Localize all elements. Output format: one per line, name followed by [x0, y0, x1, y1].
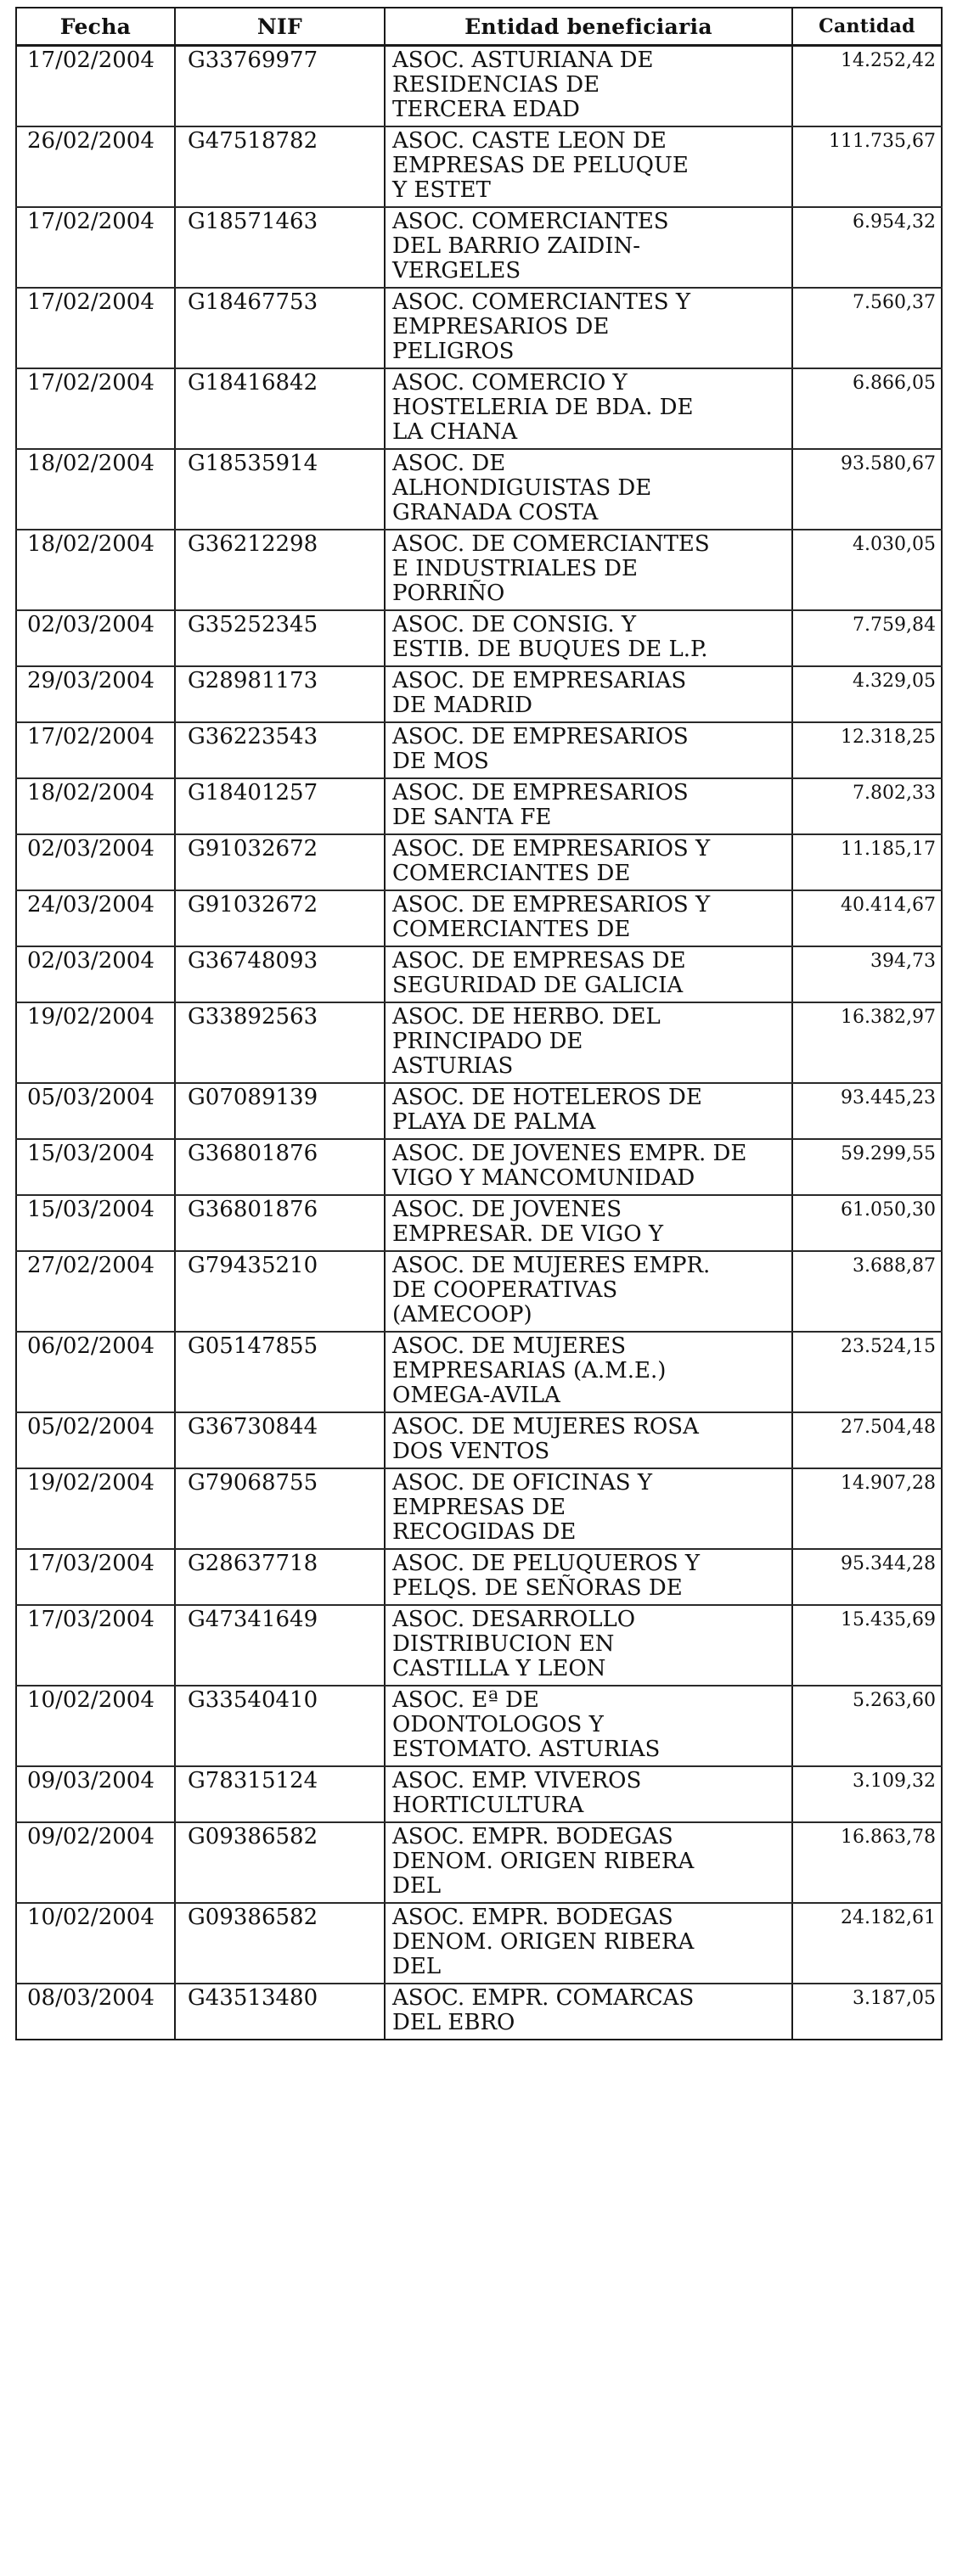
entidad-line: DE COOPERATIVAS [392, 1277, 618, 1303]
cell-entidad [385, 1903, 792, 1984]
cell-entidad [385, 1549, 792, 1605]
cell-fecha: 17/02/2004 [16, 722, 175, 778]
cell-fecha: 27/02/2004 [16, 1251, 175, 1332]
entidad-line: ASOC. DE EMPRESARIOS [392, 724, 689, 749]
cell-fecha: 18/02/2004 [16, 449, 175, 530]
cell-nif: G35252345 [175, 610, 385, 666]
cell-cantidad: 14.907,28 [792, 1468, 942, 1549]
cell-fecha: 09/02/2004 [16, 1822, 175, 1903]
cell-entidad [385, 1139, 792, 1195]
table-row [16, 449, 942, 530]
cell-entidad [385, 1412, 792, 1468]
cell-entidad [385, 1195, 792, 1251]
cell-fecha: 02/03/2004 [16, 946, 175, 1002]
cell-entidad [385, 1984, 792, 2040]
document-page [15, 7, 941, 2040]
cell-nif: G47518782 [175, 126, 385, 207]
cell-entidad [385, 1822, 792, 1903]
cell-fecha: 02/03/2004 [16, 610, 175, 666]
cell-entidad [385, 288, 792, 368]
entidad-line: DEL EBRO [392, 2010, 515, 2035]
entidad-line: ASOC. COMERCIO Y [392, 370, 628, 396]
cell-cantidad: 7.560,37 [792, 288, 942, 368]
cell-fecha: 26/02/2004 [16, 126, 175, 207]
entidad-line: VERGELES [392, 258, 521, 283]
table-row [16, 530, 942, 610]
entidad-line: ASTURIAS [392, 1053, 514, 1079]
cell-cantidad: 3.109,32 [792, 1766, 942, 1822]
entidad-line: ESTOMATO. ASTURIAS [392, 1737, 661, 1762]
cell-nif: G36212298 [175, 530, 385, 610]
entidad-line: EMPRESARIOS DE [392, 314, 610, 340]
cell-fecha: 24/03/2004 [16, 890, 175, 946]
entidad-line: Y ESTET [392, 177, 491, 203]
entidad-line: ASOC. EMPR. COMARCAS [392, 1985, 695, 2011]
entidad-line: PLAYA DE PALMA [392, 1109, 596, 1135]
cell-nif: G36748093 [175, 946, 385, 1002]
header-cantidad: Cantidad [792, 8, 942, 46]
cell-entidad [385, 1605, 792, 1686]
header-row [16, 8, 942, 46]
table-row [16, 1605, 942, 1686]
entidad-line: ASOC. DE EMPRESARIOS [392, 780, 689, 805]
cell-nif: G18401257 [175, 778, 385, 834]
cell-cantidad: 4.030,05 [792, 530, 942, 610]
cell-fecha: 17/02/2004 [16, 46, 175, 127]
entidad-line: ASOC. DE MUJERES ROSA [392, 1414, 699, 1440]
table-row [16, 666, 942, 722]
cell-fecha: 17/03/2004 [16, 1605, 175, 1686]
entidad-line: DEL [392, 1873, 442, 1899]
header-entidad: Entidad beneficiaria [385, 8, 792, 46]
cell-nif: G09386582 [175, 1822, 385, 1903]
cell-cantidad: 7.759,84 [792, 610, 942, 666]
entidad-line: PRINCIPADO DE [392, 1029, 583, 1054]
entidad-line: LA CHANA [392, 419, 518, 445]
entidad-line: ASOC. DE OFICINAS Y [392, 1470, 653, 1496]
entidad-line: SEGURIDAD DE GALICIA [392, 973, 684, 998]
entidad-line: ASOC. EMPR. BODEGAS [392, 1824, 673, 1849]
cell-nif: G09386582 [175, 1903, 385, 1984]
cell-cantidad: 23.524,15 [792, 1332, 942, 1412]
entidad-line: ASOC. DE MUJERES EMPR. [392, 1253, 711, 1278]
entidad-line: EMPRESAR. DE VIGO Y [392, 1221, 663, 1247]
entidad-line: E INDUSTRIALES DE [392, 556, 638, 581]
cell-fecha: 17/02/2004 [16, 207, 175, 288]
cell-cantidad: 394,73 [792, 946, 942, 1002]
cell-cantidad: 3.688,87 [792, 1251, 942, 1332]
cell-fecha: 02/03/2004 [16, 834, 175, 890]
cell-fecha: 18/02/2004 [16, 778, 175, 834]
cell-cantidad: 12.318,25 [792, 722, 942, 778]
cell-nif: G18467753 [175, 288, 385, 368]
cell-entidad [385, 530, 792, 610]
entidad-line: COMERCIANTES DE [392, 861, 631, 886]
cell-entidad [385, 126, 792, 207]
table-row [16, 1766, 942, 1822]
cell-entidad [385, 1766, 792, 1822]
table-row [16, 1549, 942, 1605]
entidad-line: ASOC. DE CONSIG. Y [392, 612, 637, 637]
cell-cantidad: 16.863,78 [792, 1822, 942, 1903]
entidad-line: ASOC. ASTURIANA DE [392, 48, 654, 73]
entidad-line: ODONTOLOGOS Y [392, 1712, 604, 1737]
cell-entidad [385, 1686, 792, 1766]
cell-cantidad: 6.954,32 [792, 207, 942, 288]
entidad-line: DE MOS [392, 749, 489, 774]
cell-entidad [385, 368, 792, 449]
cell-fecha: 15/03/2004 [16, 1139, 175, 1195]
entidad-line: DE SANTA FE [392, 805, 552, 830]
table-row [16, 1251, 942, 1332]
table-row [16, 1903, 942, 1984]
cell-cantidad: 24.182,61 [792, 1903, 942, 1984]
cell-fecha: 19/02/2004 [16, 1002, 175, 1083]
entidad-line: ASOC. DE [392, 451, 506, 476]
entidad-line: (AMECOOP) [392, 1302, 532, 1327]
entidad-line: HOSTELERIA DE BDA. DE [392, 395, 694, 420]
table-row [16, 1984, 942, 2040]
cell-nif: G18416842 [175, 368, 385, 449]
entidad-line: ASOC. EMPR. BODEGAS [392, 1905, 673, 1930]
cell-nif: G91032672 [175, 834, 385, 890]
entidad-line: RECOGIDAS DE [392, 1519, 577, 1545]
cell-entidad [385, 722, 792, 778]
entidad-line: ASOC. DE JOVENES [392, 1197, 622, 1222]
cell-fecha: 19/02/2004 [16, 1468, 175, 1549]
table-body [16, 46, 942, 2040]
cell-cantidad: 111.735,67 [792, 126, 942, 207]
cell-cantidad: 27.504,48 [792, 1412, 942, 1468]
cell-nif: G36801876 [175, 1139, 385, 1195]
header-nif: NIF [175, 8, 385, 46]
cell-nif: G07089139 [175, 1083, 385, 1139]
beneficiaries-table [15, 7, 943, 2040]
entidad-line: DEL [392, 1954, 442, 1979]
cell-nif: G36223543 [175, 722, 385, 778]
table-row [16, 1822, 942, 1903]
cell-nif: G05147855 [175, 1332, 385, 1412]
cell-nif: G79068755 [175, 1468, 385, 1549]
table-row [16, 1686, 942, 1766]
entidad-line: ASOC. CASTE LEON DE [392, 128, 667, 154]
table-row [16, 1195, 942, 1251]
entidad-line: ASOC. DE COMERCIANTES [392, 531, 710, 557]
entidad-line: OMEGA-AVILA [392, 1383, 560, 1408]
cell-fecha: 05/03/2004 [16, 1083, 175, 1139]
entidad-line: TERCERA EDAD [392, 97, 580, 122]
table-row [16, 890, 942, 946]
table-row [16, 778, 942, 834]
cell-cantidad: 40.414,67 [792, 890, 942, 946]
cell-fecha: 17/02/2004 [16, 288, 175, 368]
cell-cantidad: 93.580,67 [792, 449, 942, 530]
cell-entidad [385, 1002, 792, 1083]
cell-cantidad: 6.866,05 [792, 368, 942, 449]
cell-entidad [385, 778, 792, 834]
table-row [16, 946, 942, 1002]
cell-entidad [385, 449, 792, 530]
cell-fecha: 09/03/2004 [16, 1766, 175, 1822]
cell-nif: G47341649 [175, 1605, 385, 1686]
entidad-line: COMERCIANTES DE [392, 917, 631, 942]
entidad-line: ASOC. DE EMPRESARIOS Y [392, 892, 711, 918]
cell-fecha: 10/02/2004 [16, 1903, 175, 1984]
cell-entidad [385, 666, 792, 722]
entidad-line: VIGO Y MANCOMUNIDAD [392, 1165, 695, 1191]
entidad-line: DENOM. ORIGEN RIBERA [392, 1929, 695, 1955]
entidad-line: ASOC. DE EMPRESARIOS Y [392, 836, 711, 861]
entidad-line: DISTRIBUCION EN [392, 1631, 615, 1657]
table-row [16, 610, 942, 666]
cell-fecha: 06/02/2004 [16, 1332, 175, 1412]
entidad-line: GRANADA COSTA [392, 500, 599, 525]
header-fecha: Fecha [16, 8, 175, 46]
entidad-line: EMPRESAS DE [392, 1495, 566, 1520]
table-row [16, 722, 942, 778]
table-row [16, 1002, 942, 1083]
cell-entidad [385, 946, 792, 1002]
cell-fecha: 18/02/2004 [16, 530, 175, 610]
table-row [16, 126, 942, 207]
cell-cantidad: 7.802,33 [792, 778, 942, 834]
cell-fecha: 29/03/2004 [16, 666, 175, 722]
entidad-line: DENOM. ORIGEN RIBERA [392, 1849, 695, 1874]
entidad-line: ALHONDIGUISTAS DE [392, 475, 652, 501]
cell-nif: G78315124 [175, 1766, 385, 1822]
table-header [16, 8, 942, 46]
entidad-line: ASOC. COMERCIANTES [392, 209, 669, 234]
cell-cantidad: 5.263,60 [792, 1686, 942, 1766]
table-row [16, 1139, 942, 1195]
cell-nif: G33892563 [175, 1002, 385, 1083]
cell-entidad [385, 1251, 792, 1332]
entidad-line: ASOC. DESARROLLO [392, 1607, 636, 1632]
entidad-line: EMPRESAS DE PELUQUE [392, 153, 689, 178]
cell-nif: G18571463 [175, 207, 385, 288]
entidad-line: ASOC. DE HERBO. DEL [392, 1004, 661, 1030]
entidad-line: PELIGROS [392, 339, 515, 364]
cell-entidad [385, 1083, 792, 1139]
cell-cantidad: 16.382,97 [792, 1002, 942, 1083]
cell-nif: G36730844 [175, 1412, 385, 1468]
entidad-line: PELQS. DE SEÑORAS DE [392, 1575, 683, 1601]
entidad-line: ASOC. EMP. VIVEROS [392, 1768, 642, 1793]
entidad-line: ASOC. COMERCIANTES Y [392, 289, 691, 315]
table-row [16, 207, 942, 288]
cell-cantidad: 95.344,28 [792, 1549, 942, 1605]
cell-cantidad: 14.252,42 [792, 46, 942, 127]
table-row [16, 1332, 942, 1412]
entidad-line: DEL BARRIO ZAIDIN- [392, 233, 641, 259]
entidad-line: EMPRESARIAS (A.M.E.) [392, 1358, 667, 1383]
cell-entidad [385, 1468, 792, 1549]
table-row [16, 288, 942, 368]
table-row [16, 1083, 942, 1139]
cell-entidad [385, 610, 792, 666]
cell-nif: G18535914 [175, 449, 385, 530]
cell-fecha: 10/02/2004 [16, 1686, 175, 1766]
cell-nif: G36801876 [175, 1195, 385, 1251]
entidad-line: ASOC. DE HOTELEROS DE [392, 1085, 702, 1110]
entidad-line: ASOC. Eª DE [392, 1687, 539, 1713]
entidad-line: CASTILLA Y LEON [392, 1656, 606, 1681]
cell-fecha: 17/02/2004 [16, 368, 175, 449]
cell-entidad [385, 1332, 792, 1412]
cell-cantidad: 11.185,17 [792, 834, 942, 890]
entidad-line: RESIDENCIAS DE [392, 72, 600, 98]
cell-cantidad: 61.050,30 [792, 1195, 942, 1251]
table-row [16, 1412, 942, 1468]
cell-entidad [385, 890, 792, 946]
table-row [16, 1468, 942, 1549]
cell-fecha: 17/03/2004 [16, 1549, 175, 1605]
entidad-line: ASOC. DE EMPRESARIAS [392, 668, 687, 693]
entidad-line: PORRIÑO [392, 581, 505, 606]
cell-fecha: 05/02/2004 [16, 1412, 175, 1468]
entidad-line: ASOC. DE JOVENES EMPR. DE [392, 1141, 747, 1166]
entidad-line: ASOC. DE MUJERES [392, 1333, 627, 1359]
cell-nif: G28981173 [175, 666, 385, 722]
cell-cantidad: 93.445,23 [792, 1083, 942, 1139]
cell-cantidad: 15.435,69 [792, 1605, 942, 1686]
entidad-line: DE MADRID [392, 693, 533, 718]
cell-entidad [385, 834, 792, 890]
table-row [16, 46, 942, 127]
entidad-line: DOS VENTOS [392, 1439, 550, 1464]
cell-nif: G33540410 [175, 1686, 385, 1766]
cell-nif: G33769977 [175, 46, 385, 127]
cell-nif: G79435210 [175, 1251, 385, 1332]
cell-nif: G28637718 [175, 1549, 385, 1605]
cell-entidad [385, 46, 792, 127]
entidad-line: ASOC. DE PELUQUEROS Y [392, 1551, 701, 1576]
cell-entidad [385, 207, 792, 288]
cell-cantidad: 4.329,05 [792, 666, 942, 722]
cell-nif: G91032672 [175, 890, 385, 946]
entidad-line: ESTIB. DE BUQUES DE L.P. [392, 637, 708, 662]
cell-cantidad: 59.299,55 [792, 1139, 942, 1195]
cell-fecha: 15/03/2004 [16, 1195, 175, 1251]
entidad-line: ASOC. DE EMPRESAS DE [392, 948, 686, 974]
table-row [16, 368, 942, 449]
cell-nif: G43513480 [175, 1984, 385, 2040]
cell-cantidad: 3.187,05 [792, 1984, 942, 2040]
entidad-line: HORTICULTURA [392, 1793, 584, 1818]
cell-fecha: 08/03/2004 [16, 1984, 175, 2040]
table-row [16, 834, 942, 890]
